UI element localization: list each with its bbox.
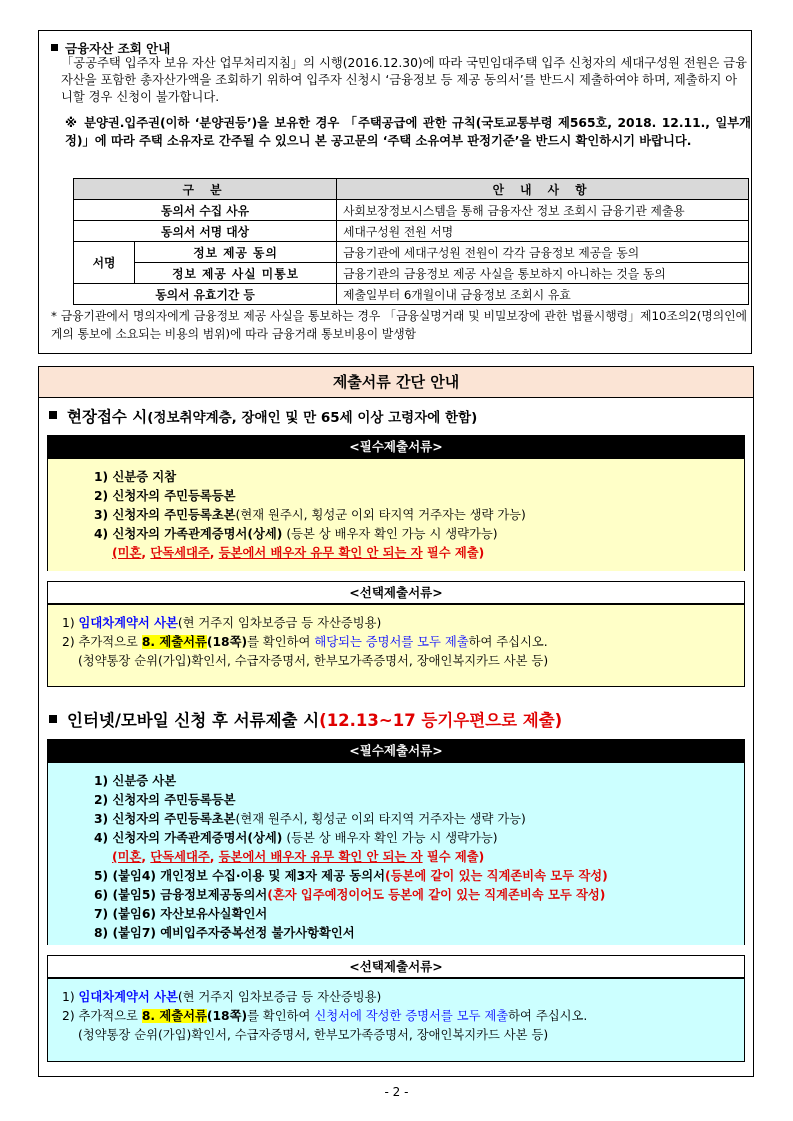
list-item: [94, 866, 608, 884]
document-submission-box: [38, 366, 754, 1077]
list-item: [94, 809, 526, 827]
table-row: [74, 284, 749, 305]
table-header-row: [74, 179, 749, 200]
item-bold: 6) (붙임5) 금융정보제공동의서: [94, 888, 268, 902]
table-cell-value: 세대구성원 전원 서명: [337, 221, 749, 242]
notice-warning: [65, 115, 751, 150]
table-cell-label: 정보 제공 동의: [135, 242, 337, 263]
consent-info-table: [73, 178, 749, 305]
table-cell-value: 금융기관에 세대구성원 전원이 각각 금융정보 제공을 동의: [337, 242, 749, 263]
list-item: (청약통장 순위(가입)확인서, 수급자증명서, 한부모가족증명서, 장애인복지카드 사본 등): [78, 1028, 549, 1042]
note-part: ,: [209, 546, 219, 560]
reference-mark-icon: ※: [65, 116, 79, 130]
item-text: 를 확인하여: [247, 635, 315, 649]
list-item: 8) (붙임7) 예비입주자중복선정 불가사항확인서: [94, 926, 355, 940]
notice-footnote: * 금융기관에서 명의자에게 금융정보 제공 사실을 통보하는 경우 「금융실명거래 및 비밀보장에 관한 법률시행령」제10조의2(명의인에게의 통보에 소요되는 비용의 범위)에 따라 금융거래 통보비용이 발생함: [51, 309, 747, 341]
item-note: (등본 상 배우자 확인 가능 시 생략가능): [282, 831, 498, 845]
item-blue: 해당되는 증명서를 모두 제출: [314, 635, 469, 649]
item-bold: 4) 신청자의 가족관계증명서(상세): [94, 527, 283, 541]
item-num: 1): [62, 616, 79, 630]
online-required-panel: [47, 739, 745, 945]
list-item: 2) 신청자의 주민등록등본: [94, 489, 236, 503]
item-bold: (18쪽): [206, 1009, 248, 1023]
note-part: (미혼: [112, 850, 142, 864]
item-blue: 신청서에 작성한 증명서를 모두 제출: [314, 1009, 509, 1023]
item-text: 2) 추가적으로: [62, 635, 142, 649]
item-blue: 임대차계약서 사본: [78, 616, 178, 630]
list-item: 1) 신분증 지참: [94, 470, 177, 484]
table-row: [74, 221, 749, 242]
note-part: 단독세대주: [150, 546, 210, 560]
section-title-text: 현장접수 시: [67, 408, 148, 426]
item-note: (등본 상 배우자 확인 가능 시 생략가능): [282, 527, 498, 541]
list-item-red-note: [112, 847, 484, 865]
table-row: [74, 242, 749, 263]
table-cell-sign: 서명: [74, 242, 135, 284]
required-docs-list: [48, 762, 744, 945]
section-title-text: 인터넷/모바일 신청 후 서류제출 시: [67, 711, 320, 730]
list-item-red-note: [112, 543, 484, 561]
note-part: 단독세대주: [150, 850, 210, 864]
list-item: [62, 1006, 587, 1024]
note-part: 등본에서 배우자 유무 확인 안 되는 자: [218, 546, 423, 560]
item-highlight: 8. 제출서류: [141, 1009, 207, 1023]
item-note: (현 거주지 임차보증금 등 자산증빙용): [177, 616, 382, 630]
note-part: ,: [141, 850, 151, 864]
optional-docs-list: [48, 605, 744, 686]
submission-guide-header: 제출서류 간단 안내: [39, 367, 753, 398]
section-title-paren: (정보취약계층, 장애인 및 만 65세 이상 고령자에 한함): [147, 410, 478, 426]
notice-paragraph: 「공공주택 입주자 보유 자산 업무처리지침」의 시행(2016.12.30)에 따라 국민임대주택 입주 신청자의 세대구성원 전원은 금융자산을 포함한 총자산가액을 조회하기 위하여 입주자 신청시 ‘금융정보 등 제공 동의서’를 반드시 제출하여야 하며, 제출하지 아니할 경우 신청이 불가합니다.: [61, 56, 748, 104]
section-title-red: (12.13~17 등기우편으로 제출): [319, 711, 563, 730]
financial-asset-notice-box: [38, 30, 752, 354]
optional-docs-header: <선택제출서류>: [48, 956, 744, 979]
table-row: [74, 263, 749, 284]
table-cell-label: 동의서 유효기간 등: [74, 284, 337, 305]
list-item: 2) 신청자의 주민등록등본: [94, 793, 236, 807]
warning-text: 분양권.입주권(이하 ‘분양권등’)을 보유한 경우 「주택공급에 관한 규칙(국토교통부령 제565호, 2018. 12.11., 일부개정)」에 따라 주택 소유자로 간주될 수 있으니 본 공고문의 ‘주택 소유여부 판정기준’을 반드시 확인하시기 바랍니다.: [65, 116, 751, 148]
online-optional-panel: [47, 955, 745, 1062]
table-header-category: 구 분: [74, 179, 337, 200]
item-bold: 4) 신청자의 가족관계증명서(상세): [94, 831, 283, 845]
square-bullet-icon: [49, 715, 57, 723]
item-bold: (18쪽): [206, 635, 248, 649]
page-number: - 2 -: [384, 1085, 409, 1099]
table-cell-value: 사회보장정보시스템을 통해 금융자산 정보 조회시 금융기관 제출용: [337, 200, 749, 221]
note-part: ,: [209, 850, 219, 864]
list-item: [94, 505, 526, 523]
list-item: [62, 987, 381, 1005]
required-docs-list: [48, 458, 744, 571]
table-cell-label: 동의서 서명 대상: [74, 221, 337, 242]
list-item: [94, 828, 498, 846]
table-cell-label: 동의서 수집 사유: [74, 200, 337, 221]
item-note: (현재 원주시, 횡성군 이외 타지역 거주자는 생략 가능): [235, 508, 526, 522]
item-blue: 임대차계약서 사본: [78, 990, 178, 1004]
item-bold: 5) (붙임4) 개인정보 수집·이용 및 제3자 제공 동의서: [94, 869, 385, 883]
note-part: 필수 제출): [422, 850, 485, 864]
item-num: 1): [62, 990, 79, 1004]
list-item: (청약통장 순위(가입)확인서, 수급자증명서, 한부모가족증명서, 장애인복지카드 사본 등): [78, 654, 549, 668]
item-text: 를 확인하여: [247, 1009, 315, 1023]
list-item: [94, 524, 498, 542]
onsite-section-title: [49, 405, 477, 427]
item-red: (등본에 같이 있는 직계존비속 모두 작성): [385, 869, 608, 883]
square-bullet-icon: [49, 411, 57, 419]
notice-title-text: 금융자산 조회 안내: [65, 41, 171, 56]
item-bold: 3) 신청자의 주민등록초본: [94, 812, 236, 826]
onsite-required-panel: [47, 435, 745, 571]
table-cell-label: 정보 제공 사실 미통보: [135, 263, 337, 284]
onsite-optional-panel: [47, 581, 745, 687]
item-text: 하여 주십시오.: [508, 1009, 588, 1023]
list-item: 7) (붙임6) 자산보유사실확인서: [94, 907, 268, 921]
note-part: 등본에서 배우자 유무 확인 안 되는 자: [218, 850, 423, 864]
square-bullet-icon: [51, 44, 58, 51]
optional-docs-list: [48, 979, 744, 1061]
required-docs-header: <필수제출서류>: [48, 436, 744, 458]
list-item: [62, 632, 548, 650]
item-red: (혼자 입주예정이어도 등본에 같이 있는 직계존비속 모두 작성): [267, 888, 606, 902]
table-cell-value: 금융기관의 금융정보 제공 사실을 통보하지 아니하는 것을 동의: [337, 263, 749, 284]
table-header-guide: 안 내 사 항: [337, 179, 749, 200]
table-cell-value: 제출일부터 6개월이내 금융정보 조회시 유효: [337, 284, 749, 305]
note-part: ,: [141, 546, 151, 560]
item-bold: 3) 신청자의 주민등록초본: [94, 508, 236, 522]
optional-docs-header: <선택제출서류>: [48, 582, 744, 605]
item-note: (현재 원주시, 횡성군 이외 타지역 거주자는 생략 가능): [235, 812, 526, 826]
note-part: (미혼: [112, 546, 142, 560]
item-text: 하여 주십시오.: [468, 635, 548, 649]
item-note: (현 거주지 임차보증금 등 자산증빙용): [177, 990, 382, 1004]
list-item: [94, 885, 605, 903]
note-part: 필수 제출): [422, 546, 485, 560]
table-row: [74, 200, 749, 221]
required-docs-header: <필수제출서류>: [48, 740, 744, 762]
item-text: 2) 추가적으로: [62, 1009, 142, 1023]
item-highlight: 8. 제출서류: [141, 635, 207, 649]
list-item: 1) 신분증 사본: [94, 774, 177, 788]
online-section-title: [49, 707, 562, 731]
list-item: [62, 613, 381, 631]
